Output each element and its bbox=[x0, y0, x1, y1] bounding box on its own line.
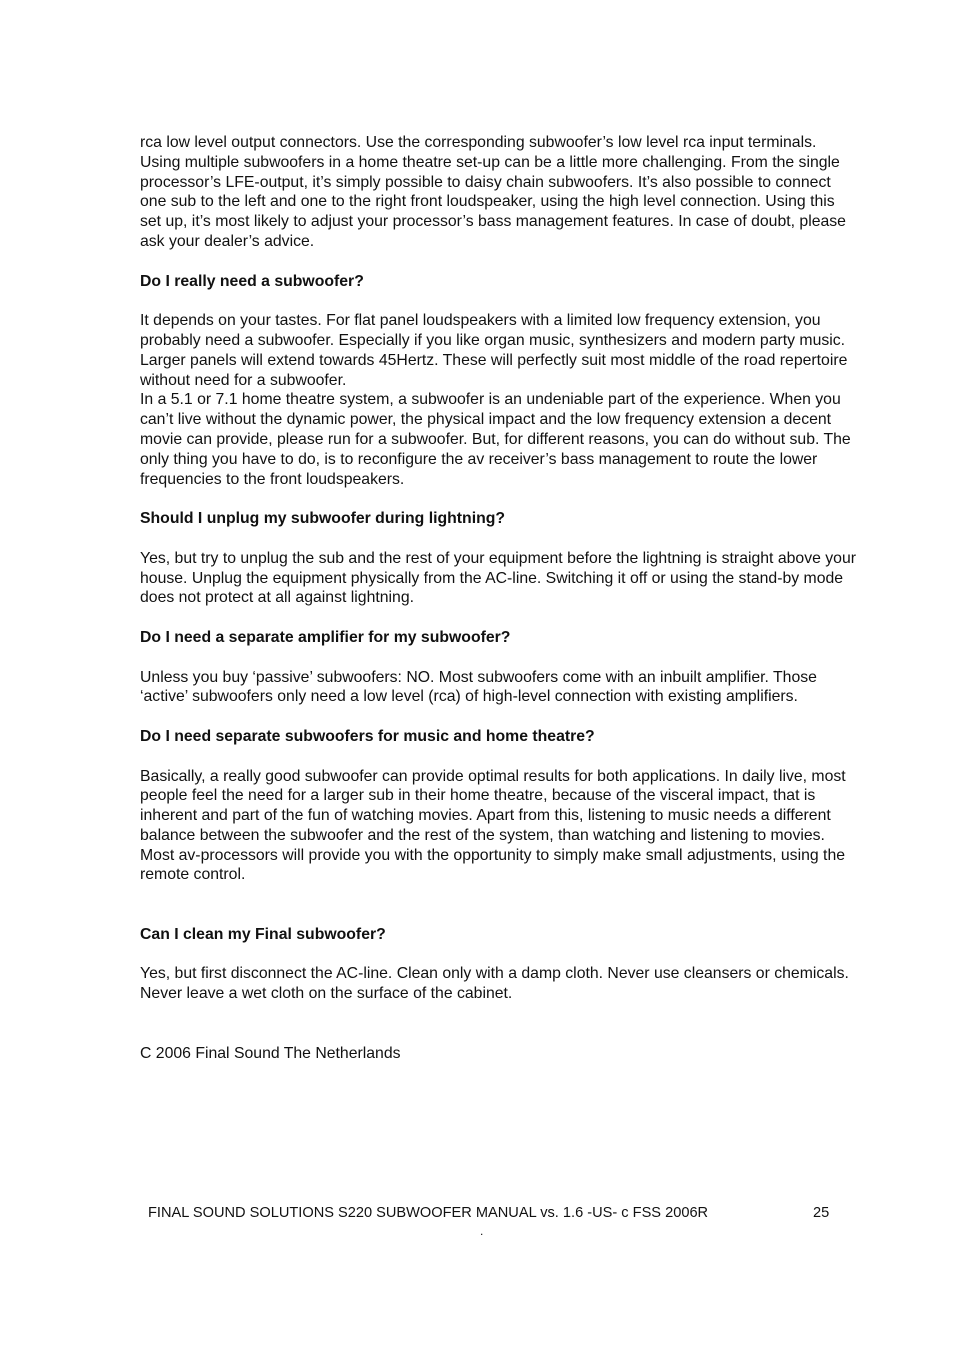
copyright-line: C 2006 Final Sound The Netherlands bbox=[140, 1044, 401, 1062]
paragraph-home-theatre-system: In a 5.1 or 7.1 home theatre system, a subwoofer is an undeniable part of the experience. When you can’t live without the dynamic power, the physical impact and the low frequency extension a decent movie can provide, please run for a subwoofer. But, for different reasons, you can do without sub. The only thing you have to do, is to reconfigure the av receiver’s bass management to route the lower frequencies to the front loudspeakers. bbox=[140, 391, 851, 488]
heading-separate-amplifier: Do I need a separate amplifier for my subwoofer? bbox=[140, 628, 511, 646]
page-number: 25 bbox=[813, 1205, 830, 1221]
heading-music-and-theatre: Do I need separate subwoofers for music and home theatre? bbox=[140, 727, 595, 745]
page-content bbox=[140, 133, 856, 1063]
paragraph-rca-connectors: rca low level output connectors. Use the corresponding subwoofer’s low level rca input terminals. bbox=[140, 134, 817, 151]
heading-need-subwoofer: Do I really need a subwoofer? bbox=[140, 272, 364, 290]
footer-dot: . bbox=[480, 1224, 484, 1238]
paragraph-unplug-equipment: Yes, but try to unplug the sub and the rest of your equipment before the lightning is straight above your house. Unplug the equipment physically from the AC-line. Switching it off or using the stand-by mode does not protect at all against lightning. bbox=[140, 549, 856, 607]
footer-text: FINAL SOUND SOLUTIONS S220 SUBWOOFER MANUAL vs. 1.6 -US- c FSS 2006R bbox=[148, 1205, 709, 1221]
paragraph-multiple-subwoofers: Using multiple subwoofers in a home theatre set-up can be a little more challenging. From the single processor’s LFE-output, it’s simply possible to daisy chain subwoofers. It’s also possible to connect one sub to the left and one to the right front loudspeaker, using the high level connection. Using this set up, it’s most likely to adjust your processor’s bass management features. In case of doubt, please ask your dealer’s advice. bbox=[140, 153, 846, 250]
heading-unplug-lightning: Should I unplug my subwoofer during lightning? bbox=[140, 510, 506, 528]
paragraph-cleaning: Yes, but first disconnect the AC-line. Clean only with a damp cloth. Never use cleansers or chemicals. Never leave a wet cloth on the surface of the cabinet. bbox=[140, 965, 849, 1003]
page-footer bbox=[148, 1204, 838, 1222]
paragraph-passive-subwoofers: Unless you buy ‘passive’ subwoofers: NO. Most subwoofers come with an inbuilt amplifier. Those ‘active’ subwoofers only need a low level (rca) of high-level connection with existing amplifiers. bbox=[140, 668, 817, 706]
paragraph-depends-on-tastes: It depends on your tastes. For flat panel loudspeakers with a limited low frequency extension, you probably need a subwoofer. Especially if you like organ music, synthesizers and modern party music. Larger panels will extend towards 45Hertz. These will perfectly suit most middle of the road repertoire without need for a subwoofer. bbox=[140, 312, 848, 389]
heading-clean-subwoofer: Can I clean my Final subwoofer? bbox=[140, 925, 386, 943]
paragraph-good-subwoofer: Basically, a really good subwoofer can provide optimal results for both applications. In daily live, most people feel the need for a larger sub in their home theatre, because of the visceral impact, that is inherent and part of the fun of watching movies. Apart from this, listening to music needs a different balance between the subwoofer and the rest of the system, than watching and listening to movies. Most av-processors will provide you with the opportunity to simply make small adjustments, using the remote control. bbox=[140, 767, 846, 884]
